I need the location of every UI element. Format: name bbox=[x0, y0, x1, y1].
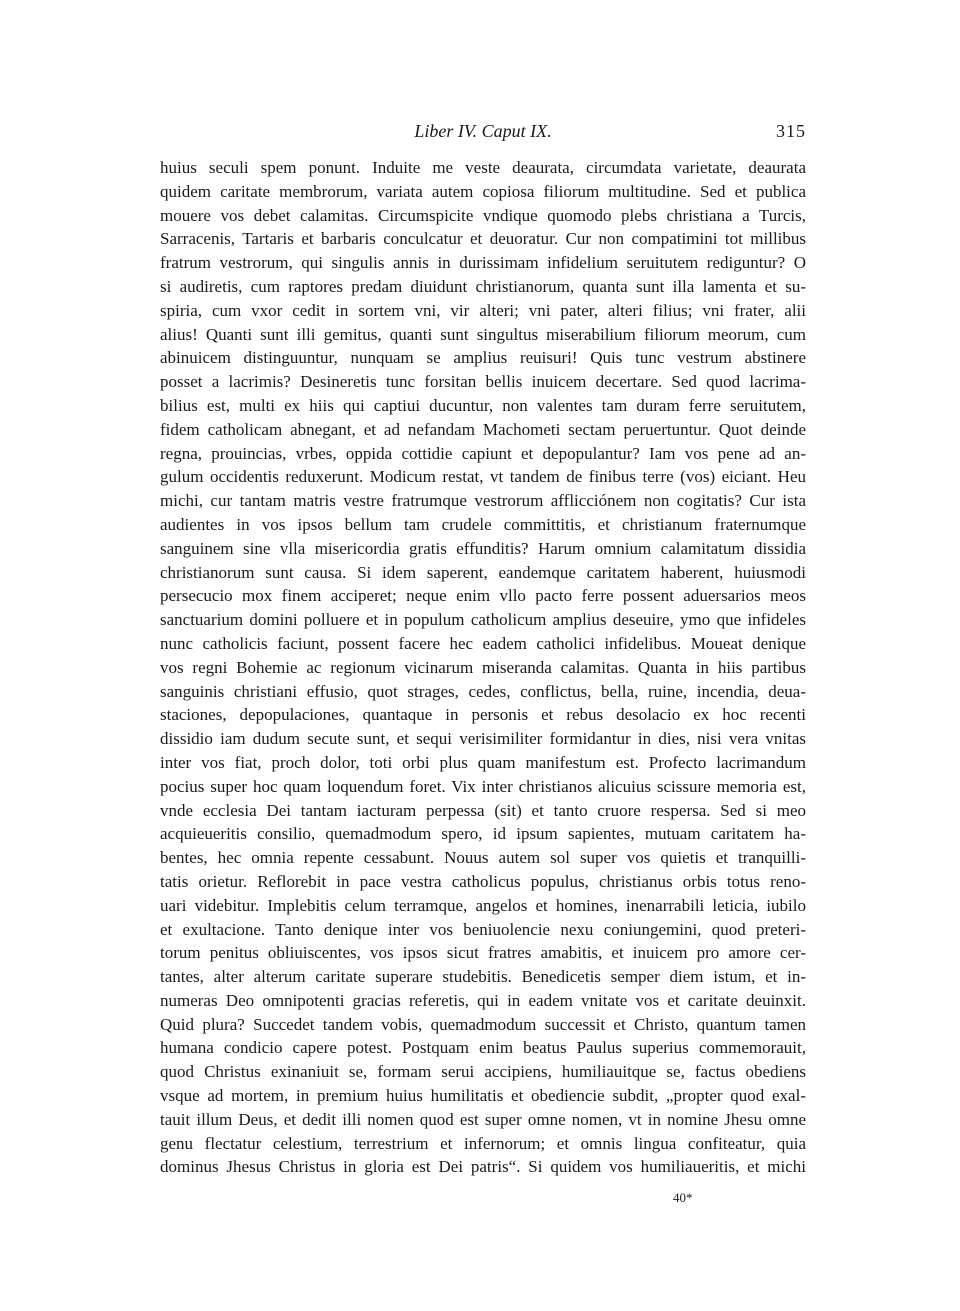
text-line: acquieueritis consilio, quemadmodum spero, id ipsum sapientes, mutuam caritatem ha- bbox=[160, 824, 806, 844]
text-line: si audiretis, cum raptores predam diuidunt christianorum, quanta sunt illa lamenta et su- bbox=[160, 276, 806, 296]
text-line: mouere vos debet calamitas. Circumspicite vndique quomodo plebs christiana a Turcis, bbox=[160, 205, 806, 225]
text-line: et exultacione. Tanto denique inter vos beniuolencie nexu coniungemini, quod preteri- bbox=[160, 919, 806, 939]
text-line: tauit illum Deus, et dedit illi nomen quod est super omne nomen, vt in nomine Jhesu omne bbox=[160, 1109, 806, 1129]
text-line: bentes, hec omnia repente cessabunt. Nouus autem sol super vos quietis et tranquilli- bbox=[160, 848, 806, 868]
text-line: sanguinem sine vlla misericordia gratis effunditis? Harum omnium calamitatum dissidia bbox=[160, 538, 806, 558]
text-line: bilius est, multi ex hiis qui captiui ducuntur, non valentes tam duram ferre seruitutem, bbox=[160, 395, 806, 415]
text-line: alius! Quanti sunt illi gemitus, quanti sunt singultus miserabilium filiorum meorum, cum bbox=[160, 324, 806, 344]
text-line: huius seculi spem ponunt. Induite me veste deaurata, circumdata varietate, deaurata bbox=[160, 158, 806, 177]
text-line: numeras Deo omnipotenti gracias referetis, qui in eadem vnitate vos et caritate deuinxit. bbox=[160, 990, 806, 1010]
text-line: christianorum sunt causa. Si idem saperent, eandemque caritatem haberent, huiusmodi bbox=[160, 562, 806, 582]
text-line: humana condicio capere potest. Postquam enim beatus Paulus superius commemorauit, bbox=[160, 1038, 806, 1058]
text-line: fidem catholicam abnegant, et ad nefandam Machometi sectam peruertuntur. Quot deinde bbox=[160, 419, 806, 439]
text-line: quidem caritate membrorum, variata autem copiosa filiorum multitudine. Sed et publica bbox=[160, 181, 806, 201]
text-line: persecucio mox finem acciperet; neque enim vllo pacto ferre possent aduersarios meos bbox=[160, 586, 806, 606]
text-line: tantes, alter alterum caritate superare studebitis. Benedicetis semper diem istum, et in- bbox=[160, 967, 806, 987]
running-title: Liber IV. Caput IX. bbox=[414, 121, 552, 141]
text-line: sanctuarium domini polluere et in populum catholicum amplius deseuire, ymo que infideles bbox=[160, 610, 806, 630]
text-line: abinuicem distinguuntur, nunquam se amplius reuisuri! Quis tunc vestrum abstinere bbox=[160, 348, 806, 368]
running-head bbox=[160, 116, 806, 146]
text-line: Sarracenis, Tartaris et barbaris conculcatur et deuoratur. Cur non compatimini tot millibus bbox=[160, 229, 806, 249]
text-line: quod Christus exinaniuit se, formam serui accipiens, humiliauitque se, factus obediens bbox=[160, 1062, 806, 1082]
text-line: sanguinis christiani effusio, quot strages, cedes, conflictus, bella, ruine, incendia, deua- bbox=[160, 681, 806, 701]
text-line: gulum occidentis reduxerunt. Modicum restat, vt tandem de finibus terre (vos) eiciant. Heu bbox=[160, 467, 806, 487]
body-text bbox=[160, 156, 806, 1179]
text-line: regna, prouincias, vrbes, oppida cottidie capiunt et depopulantur? Iam vos pene ad an- bbox=[160, 443, 806, 463]
text-line: vsque ad mortem, in premium huius humilitatis et obediencie subdit, „propter quod exal- bbox=[160, 1086, 806, 1106]
text-line: staciones, depopulaciones, quantaque in personis et rebus desolacio ex hoc recenti bbox=[160, 705, 806, 725]
text-line: genu flectatur celestium, terrestrium et infernorum; et omnis lingua confiteatur, quia bbox=[160, 1133, 806, 1153]
text-line: pocius super hoc quam loquendum foret. Vix inter christianos alicuius scissure memoria est, bbox=[160, 776, 806, 796]
text-line: nunc catholicis faciunt, possent facere hec eadem catholici infidelibus. Moueat denique bbox=[160, 633, 806, 653]
text-line: uari videbitur. Implebitis celum terramque, angelos et homines, inenarrabili leticia, iubilo bbox=[160, 895, 806, 915]
text-line: Quid plura? Succedet tandem vobis, quemadmodum successit et Christo, quantum tamen bbox=[160, 1014, 806, 1034]
text-line: inter vos fiat, proch dolor, toti orbi plus quam manifestum est. Profecto lacrimandum bbox=[160, 752, 806, 772]
text-line: dominus Jhesus Christus in gloria est Dei patris“. Si quidem vos humiliaueritis, et michi bbox=[160, 1157, 806, 1177]
text-line: dissidio iam dudum secute sunt, et sequi verisimiliter formidantur in dies, nisi vera vnitas bbox=[160, 729, 806, 749]
text-line: michi, cur tantam matris vestre fratrumque vestrorum afflicciónem non cogitatis? Cur ista bbox=[160, 491, 806, 511]
text-line: vos regni Bohemie ac regionum vicinarum miseranda calamitas. Quanta in hiis partibus bbox=[160, 657, 806, 677]
text-line: spiria, cum vxor cedit in sortem vni, vir alteri; vni pater, alteri filius; vni frater, alii bbox=[160, 300, 806, 320]
text-line: tatis orietur. Reflorebit in pace vestra catholicus populus, christianus orbis totus reno- bbox=[160, 871, 806, 891]
text-line: fratrum vestrorum, qui singulis annis in durissimam infidelium seruitutem rediguntur? O bbox=[160, 253, 806, 273]
signature-mark: 40* bbox=[673, 1190, 693, 1205]
text-line: torum penitus obliuiscentes, vos ipsos sicut fratres amabitis, et inuicem pro amore cer- bbox=[160, 943, 806, 963]
text-line: vnde ecclesia Dei tantam iacturam perpessa (sit) et tanto cruore respersa. Sed si meo bbox=[160, 800, 806, 820]
text-line: posset a lacrimis? Desineretis tunc forsitan bellis inuicem decertare. Sed quod lacrima- bbox=[160, 372, 806, 392]
text-line: audientes in vos ipsos bellum tam crudele committitis, et christianum fraternumque bbox=[160, 514, 806, 534]
page-number: 315 bbox=[776, 121, 806, 141]
